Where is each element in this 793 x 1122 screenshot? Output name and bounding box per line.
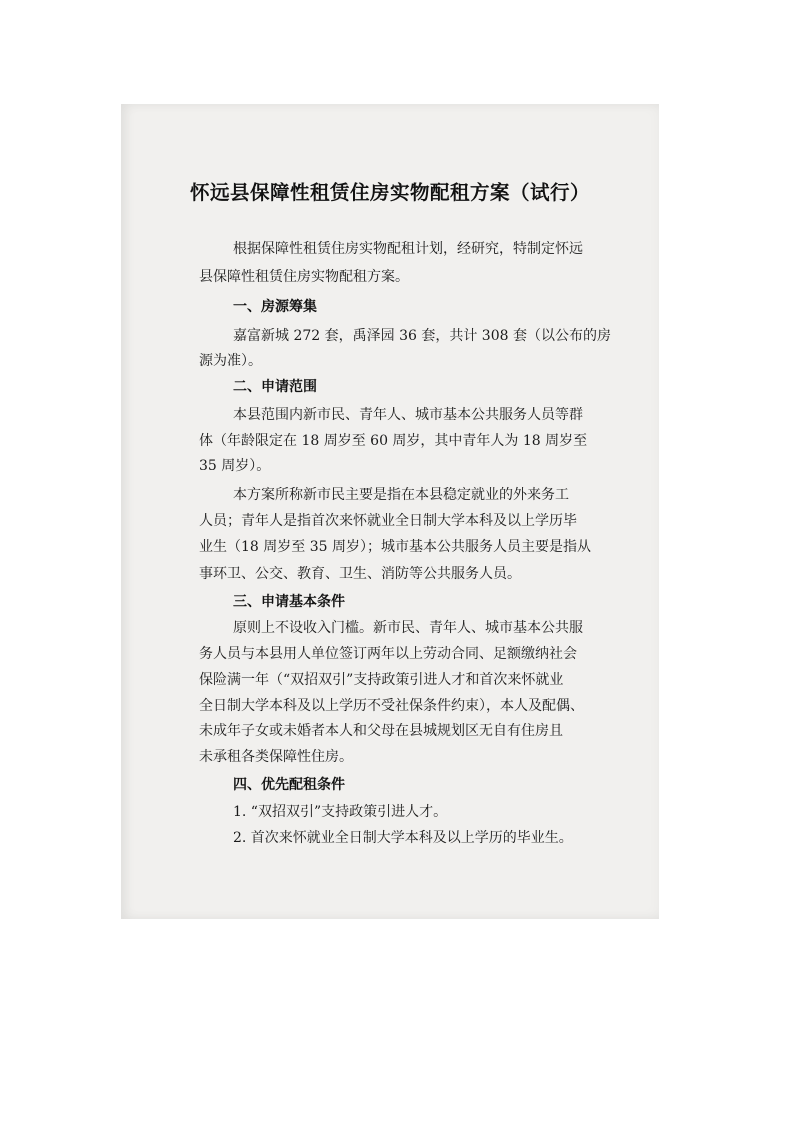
- body-line: 原则上不设收入门槛。新市民、青年人、城市基本公共服: [233, 620, 583, 636]
- body-line: 人员；青年人是指首次来怀就业全日制大学本科及以上学历毕: [199, 513, 577, 529]
- body-line: 业生（18 周岁至 35 周岁）；城市基本公共服务人员主要是指从: [199, 539, 591, 555]
- body-line: 全日制大学本科及以上学历不受社保条件约束），本人及配偶、: [199, 698, 584, 714]
- body-line: 务人员与本县用人单位签订两年以上劳动合同、足额缴纳社会: [199, 646, 577, 662]
- list-item: 1. “双招双引”支持政策引进人才。: [233, 804, 448, 820]
- list-item: 2. 首次来怀就业全日制大学本科及以上学历的毕业生。: [233, 830, 573, 846]
- body-line: 保险满一年（“双招双引”支持政策引进人才和首次来怀就业: [199, 672, 564, 688]
- body-line: 事环卫、公交、教育、卫生、消防等公共服务人员。: [199, 566, 521, 582]
- document-title: 怀远县保障性租赁住房实物配租方案（试行）: [189, 181, 590, 204]
- intro-line: 根据保障性租赁住房实物配租计划，经研究，特制定怀远: [233, 241, 583, 257]
- body-line: 35 周岁）。: [199, 458, 271, 474]
- body-line: 源为准）。: [199, 353, 262, 369]
- section-heading-2: 二、申请范围: [233, 379, 317, 395]
- intro-line: 县保障性租赁住房实物配租方案。: [199, 269, 409, 285]
- scanned-page: [121, 104, 659, 919]
- body-line: 嘉富新城 272 套，禹泽园 36 套，共计 308 套（以公布的房: [233, 328, 611, 344]
- body-line: 未成年子女或未婚者本人和父母在县城规划区无自有住房且: [199, 723, 563, 739]
- section-heading-3: 三、申请基本条件: [233, 594, 345, 610]
- section-heading-4: 四、优先配租条件: [233, 777, 345, 793]
- body-line: 本方案所称新市民主要是指在本县稳定就业的外来务工: [233, 487, 569, 503]
- body-line: 体（年龄限定在 18 周岁至 60 周岁，其中青年人为 18 周岁至: [199, 433, 588, 449]
- section-heading-1: 一、房源筹集: [233, 299, 317, 315]
- body-line: 本县范围内新市民、青年人、城市基本公共服务人员等群: [233, 407, 583, 423]
- body-line: 未承租各类保障性住房。: [199, 749, 353, 765]
